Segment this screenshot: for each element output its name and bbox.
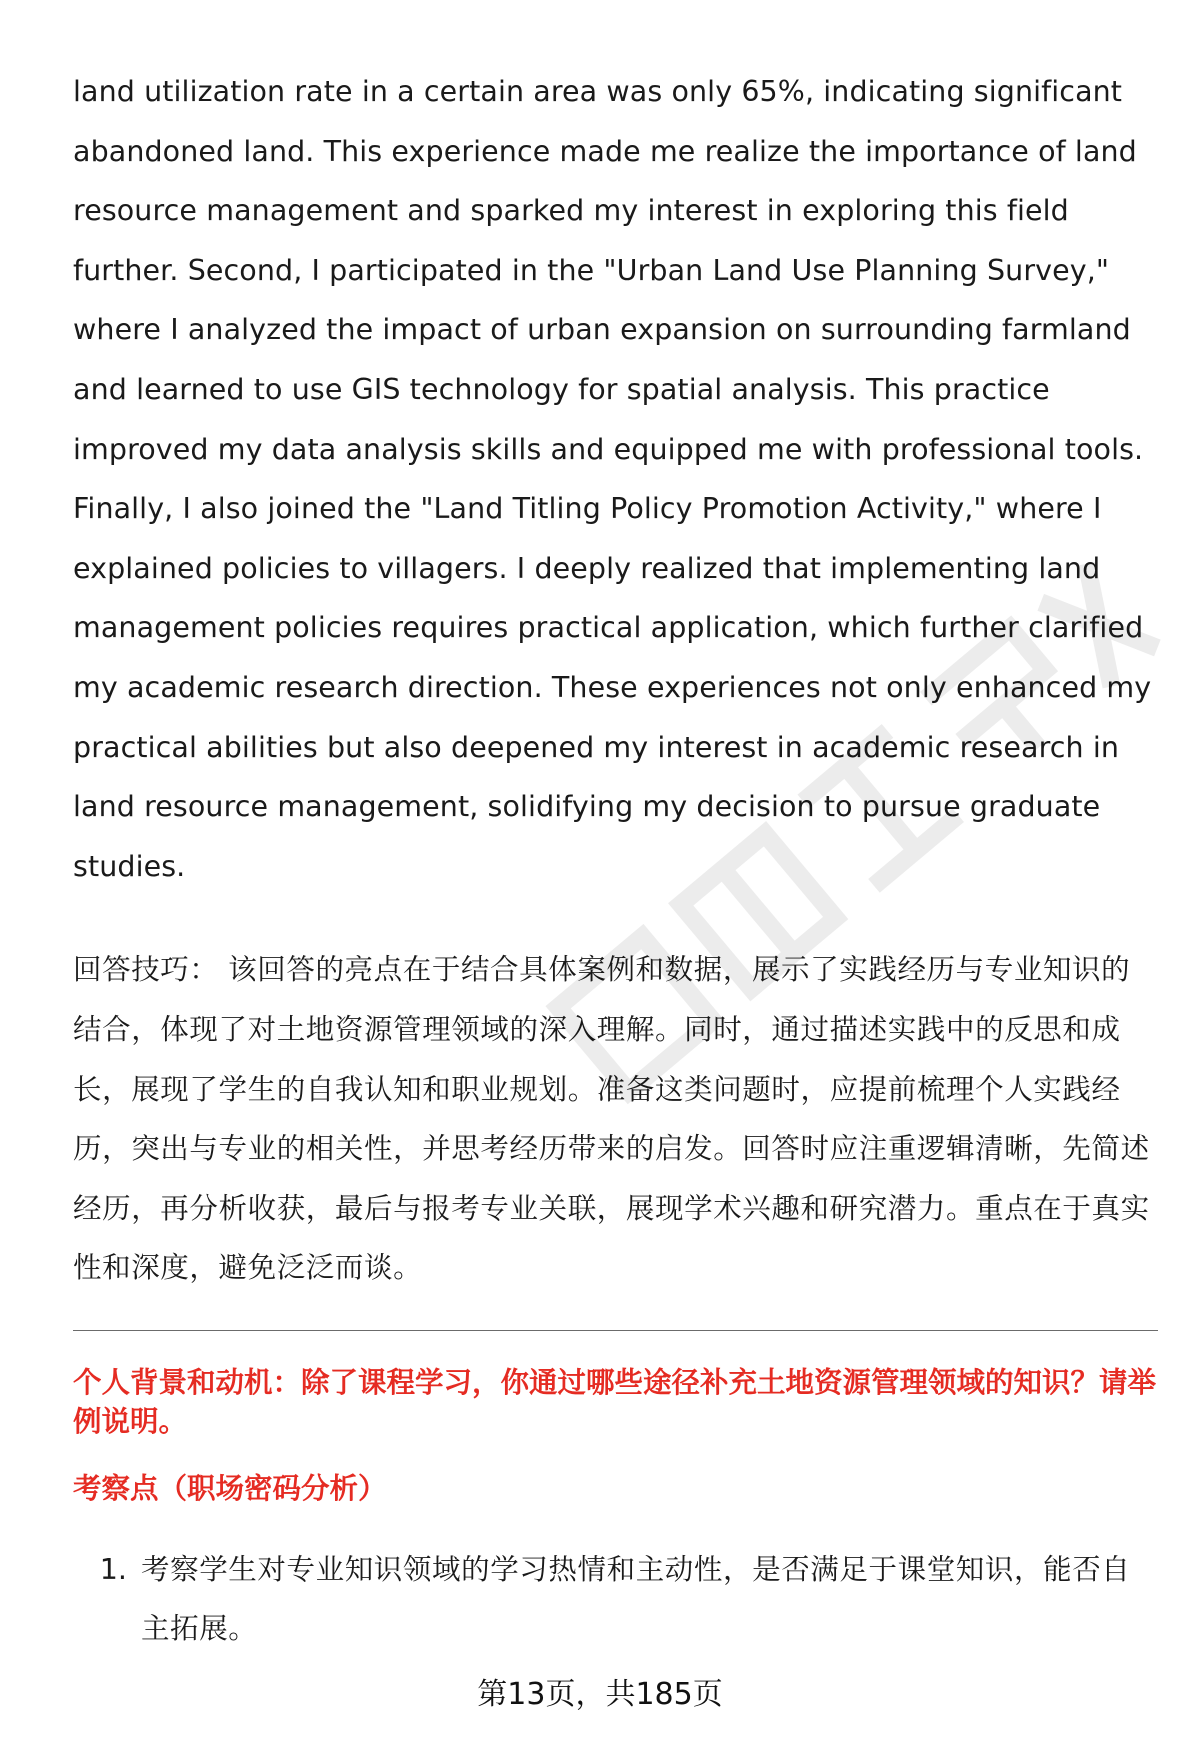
question-heading: 个人背景和动机：除了课程学习，你通过哪些途径补充土地资源管理领域的知识？请举例说明。 (73, 1365, 1157, 1438)
document-page (73, 62, 1158, 1659)
section-divider (73, 1330, 1158, 1331)
assessment-points-heading: 考察点（职场密码分析） (73, 1471, 387, 1505)
page-number-footer: 第13页，共185页 (477, 1677, 723, 1712)
list-item-text: 考察学生对专业知识领域的学习热情和主动性，是否满足于课堂知识，能否自主拓展。 (141, 1552, 1131, 1646)
list-item (73, 1540, 1158, 1659)
list-item-number: 1. (99, 1552, 127, 1586)
answer-tips-paragraph: 回答技巧： 该回答的亮点在于结合具体案例和数据，展示了实践经历与专业知识的结合，体现了对土地资源管理领域的深入理解。同时，通过描述实践中的反思和成长，展现了学生的自我认知和职业规划。准备这类问题时，应提前梳理个人实践经历，突出与专业的相关性，并思考经历带来的启发。回答时应注重逻辑清晰，先简述经历，再分析收获，最后与报考专业关联，展现学术兴趣和研究潜力。重点在于真实性和深度，避免泛泛而谈。 (73, 953, 1150, 1285)
assessment-points-list (73, 1540, 1158, 1659)
body-paragraph-english: land utilization rate in a certain area was only 65%, indicating significant abandoned land. This experience made me realize the importance of land resource management and sparked my interest in exploring this field further. Second, I participated in the "Urban Land Use Planning Survey," where I analyzed the impact of urban expansion on surrounding farmland and learned to use GIS technology for spatial analysis. This practice improved my data analysis skills and equipped me with professional tools. Finally, I also joined the "Land Titling Policy Promotion Activity," where I explained policies to villagers. I deeply realized that implementing land management policies requires practical application, which further clarified my academic research direction. These experiences not only enhanced my practical abilities but also deepened my interest in academic research in land resource management, solidifying my decision to pursue graduate studies. (73, 75, 1152, 883)
